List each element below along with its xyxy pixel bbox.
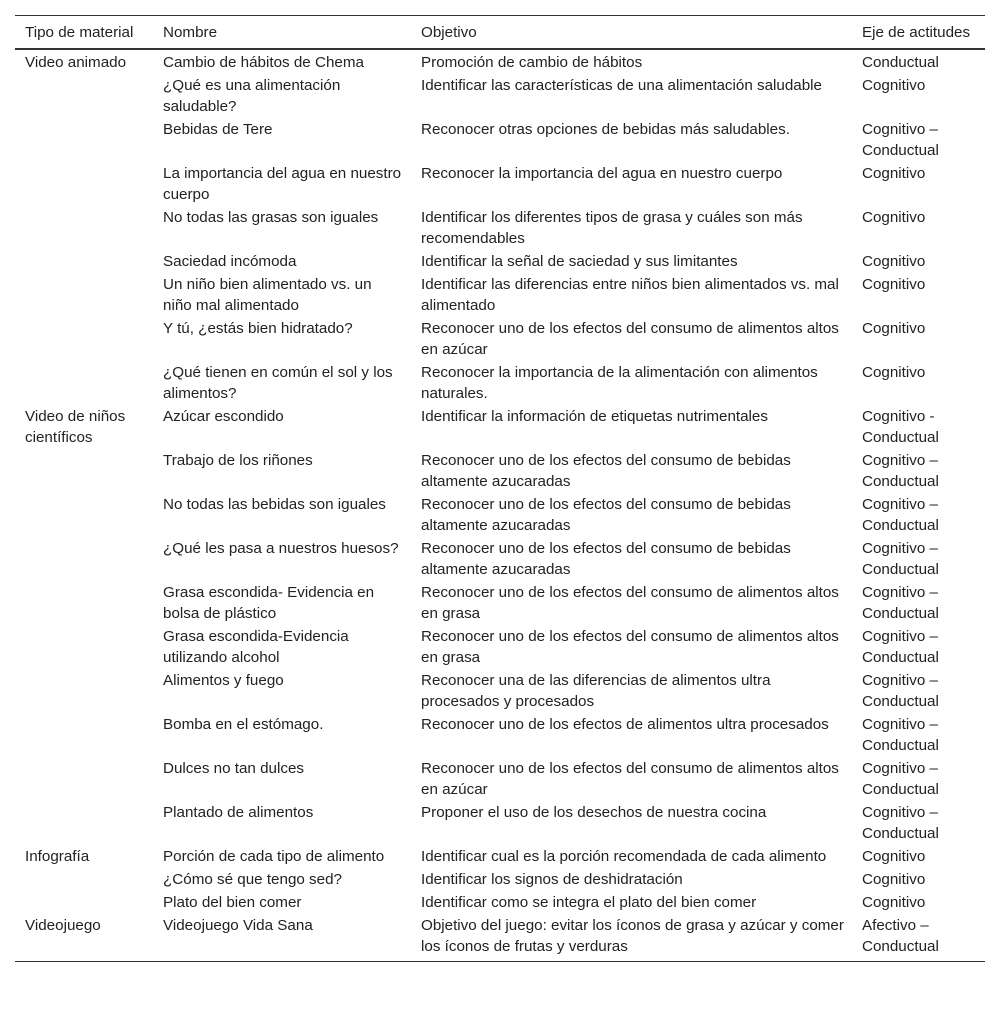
- cell-eje: Cognitivo: [862, 209, 926, 226]
- cell-objetivo: Identificar como se integra el plato del bien comer: [421, 894, 757, 911]
- cell-objetivo: Identificar cual es la porción recomendada de cada alimento: [421, 848, 827, 865]
- cell-nombre: Plato del bien comer: [163, 894, 302, 911]
- table-row: [15, 669, 985, 713]
- table-row: [15, 449, 985, 493]
- table-row: [15, 845, 985, 868]
- header-tipo: Tipo de material: [25, 24, 134, 41]
- cell-eje: Cognitivo: [862, 848, 926, 865]
- cell-tipo: [15, 581, 153, 625]
- cell-objetivo: Identificar las diferencias entre niños bien alimentados vs. mal alimentado: [421, 276, 839, 314]
- cell-objetivo: Reconocer uno de los efectos del consumo de bebidas altamente azucaradas: [421, 540, 791, 578]
- materials-table: [15, 15, 985, 962]
- table-row: [15, 914, 985, 962]
- table-row: [15, 891, 985, 914]
- cell-eje: Cognitivo – Conductual: [862, 452, 939, 490]
- cell-eje: Cognitivo – Conductual: [862, 716, 939, 754]
- cell-tipo: [15, 206, 153, 250]
- cell-tipo: Video animado: [25, 54, 127, 71]
- cell-eje: Cognitivo: [862, 364, 926, 381]
- cell-eje: Cognitivo – Conductual: [862, 804, 939, 842]
- cell-objetivo: Reconocer uno de los efectos del consumo de alimentos altos en grasa: [421, 628, 839, 666]
- table-row: [15, 868, 985, 891]
- cell-eje: Cognitivo: [862, 253, 926, 270]
- cell-nombre: La importancia del agua en nuestro cuerpo: [163, 165, 402, 203]
- cell-eje: Cognitivo: [862, 871, 926, 888]
- table-row: [15, 493, 985, 537]
- cell-nombre: Grasa escondida-Evidencia utilizando alcohol: [163, 628, 349, 666]
- cell-objetivo: Reconocer la importancia del agua en nuestro cuerpo: [421, 165, 783, 182]
- cell-objetivo: Identificar la información de etiquetas nutrimentales: [421, 408, 768, 425]
- cell-objetivo: Identificar la señal de saciedad y sus limitantes: [421, 253, 738, 270]
- cell-tipo: [15, 361, 153, 405]
- cell-objetivo: Proponer el uso de los desechos de nuestra cocina: [421, 804, 767, 821]
- table-row: [15, 757, 985, 801]
- cell-tipo: [15, 801, 153, 845]
- header-nombre: Nombre: [163, 24, 218, 41]
- table-row: [15, 713, 985, 757]
- cell-objetivo: Reconocer la importancia de la alimentación con alimentos naturales.: [421, 364, 818, 402]
- cell-eje: Cognitivo: [862, 320, 926, 337]
- table-row: [15, 49, 985, 74]
- cell-tipo: [15, 757, 153, 801]
- cell-nombre: Un niño bien alimentado vs. un niño mal alimentado: [163, 276, 372, 314]
- cell-eje: Conductual: [862, 54, 939, 71]
- cell-tipo: [15, 449, 153, 493]
- cell-objetivo: Reconocer uno de los efectos del consumo de alimentos altos en grasa: [421, 584, 839, 622]
- cell-eje: Cognitivo: [862, 77, 926, 94]
- table-header: [15, 16, 985, 50]
- header-objetivo: Objetivo: [421, 24, 477, 41]
- table-row: [15, 361, 985, 405]
- cell-tipo: [15, 713, 153, 757]
- cell-nombre: No todas las bebidas son iguales: [163, 496, 386, 513]
- table-row: [15, 250, 985, 273]
- cell-objetivo: Identificar los signos de deshidratación: [421, 871, 683, 888]
- cell-objetivo: Reconocer uno de los efectos del consumo de alimentos altos en azúcar: [421, 320, 839, 358]
- table-row: [15, 206, 985, 250]
- table-row: [15, 801, 985, 845]
- cell-nombre: Plantado de alimentos: [163, 804, 314, 821]
- cell-nombre: Alimentos y fuego: [163, 672, 284, 689]
- cell-nombre: Grasa escondida- Evidencia en bolsa de plástico: [163, 584, 375, 622]
- header-eje: Eje de actitudes: [862, 24, 971, 41]
- cell-eje: Cognitivo – Conductual: [862, 121, 939, 159]
- cell-nombre: ¿Qué es una alimentación saludable?: [163, 77, 341, 115]
- cell-objetivo: Identificar las características de una alimentación saludable: [421, 77, 823, 94]
- cell-objetivo: Reconocer uno de los efectos de alimentos ultra procesados: [421, 716, 829, 733]
- table-row: [15, 118, 985, 162]
- cell-tipo: [15, 118, 153, 162]
- cell-tipo: [15, 317, 153, 361]
- table-row: [15, 162, 985, 206]
- cell-nombre: ¿Qué tienen en común el sol y los alimentos?: [163, 364, 393, 402]
- cell-tipo: [15, 493, 153, 537]
- cell-eje: Cognitivo: [862, 894, 926, 911]
- table-body: [15, 49, 985, 962]
- cell-nombre: ¿Cómo sé que tengo sed?: [163, 871, 342, 888]
- cell-nombre: ¿Qué les pasa a nuestros huesos?: [163, 540, 399, 557]
- cell-objetivo: Objetivo del juego: evitar los íconos de grasa y azúcar y comer los íconos de frutas y verduras: [421, 917, 844, 955]
- cell-objetivo: Reconocer una de las diferencias de alimentos ultra procesados y procesados: [421, 672, 771, 710]
- cell-eje: Cognitivo: [862, 276, 926, 293]
- cell-nombre: Trabajo de los riñones: [163, 452, 313, 469]
- cell-eje: Cognitivo – Conductual: [862, 672, 939, 710]
- cell-objetivo: Reconocer uno de los efectos del consumo de bebidas altamente azucaradas: [421, 452, 791, 490]
- table-row: [15, 273, 985, 317]
- cell-nombre: Videojuego Vida Sana: [163, 917, 313, 934]
- table-row: [15, 581, 985, 625]
- cell-nombre: Y tú, ¿estás bien hidratado?: [163, 320, 353, 337]
- cell-objetivo: Identificar los diferentes tipos de grasa y cuáles son más recomendables: [421, 209, 803, 247]
- cell-tipo: [15, 891, 153, 914]
- cell-tipo: Videojuego: [25, 917, 101, 934]
- cell-nombre: Bebidas de Tere: [163, 121, 273, 138]
- cell-nombre: Saciedad incómoda: [163, 253, 297, 270]
- table-row: [15, 317, 985, 361]
- cell-eje: Cognitivo - Conductual: [862, 408, 939, 446]
- cell-eje: Cognitivo – Conductual: [862, 540, 939, 578]
- cell-eje: Cognitivo – Conductual: [862, 496, 939, 534]
- cell-tipo: [15, 868, 153, 891]
- cell-eje: Cognitivo: [862, 165, 926, 182]
- cell-nombre: Dulces no tan dulces: [163, 760, 304, 777]
- cell-nombre: Azúcar escondido: [163, 408, 284, 425]
- cell-objetivo: Reconocer uno de los efectos del consumo de bebidas altamente azucaradas: [421, 496, 791, 534]
- cell-tipo: [15, 273, 153, 317]
- cell-tipo: Video de niños científicos: [25, 408, 126, 446]
- header-row: [15, 16, 985, 50]
- cell-nombre: Cambio de hábitos de Chema: [163, 54, 364, 71]
- cell-tipo: Infografía: [25, 848, 90, 865]
- cell-eje: Cognitivo – Conductual: [862, 760, 939, 798]
- cell-objetivo: Promoción de cambio de hábitos: [421, 54, 643, 71]
- cell-objetivo: Reconocer otras opciones de bebidas más saludables.: [421, 121, 790, 138]
- cell-eje: Cognitivo – Conductual: [862, 584, 939, 622]
- cell-nombre: Porción de cada tipo de alimento: [163, 848, 385, 865]
- table-row: [15, 537, 985, 581]
- cell-tipo: [15, 537, 153, 581]
- cell-tipo: [15, 250, 153, 273]
- table-row: [15, 625, 985, 669]
- table-row: [15, 405, 985, 449]
- cell-eje: Cognitivo – Conductual: [862, 628, 939, 666]
- cell-eje: Afectivo – Conductual: [862, 917, 939, 955]
- cell-tipo: [15, 669, 153, 713]
- cell-objetivo: Reconocer uno de los efectos del consumo de alimentos altos en azúcar: [421, 760, 839, 798]
- cell-tipo: [15, 74, 153, 118]
- cell-nombre: Bomba en el estómago.: [163, 716, 324, 733]
- table-row: [15, 74, 985, 118]
- cell-tipo: [15, 625, 153, 669]
- cell-tipo: [15, 162, 153, 206]
- cell-nombre: No todas las grasas son iguales: [163, 209, 379, 226]
